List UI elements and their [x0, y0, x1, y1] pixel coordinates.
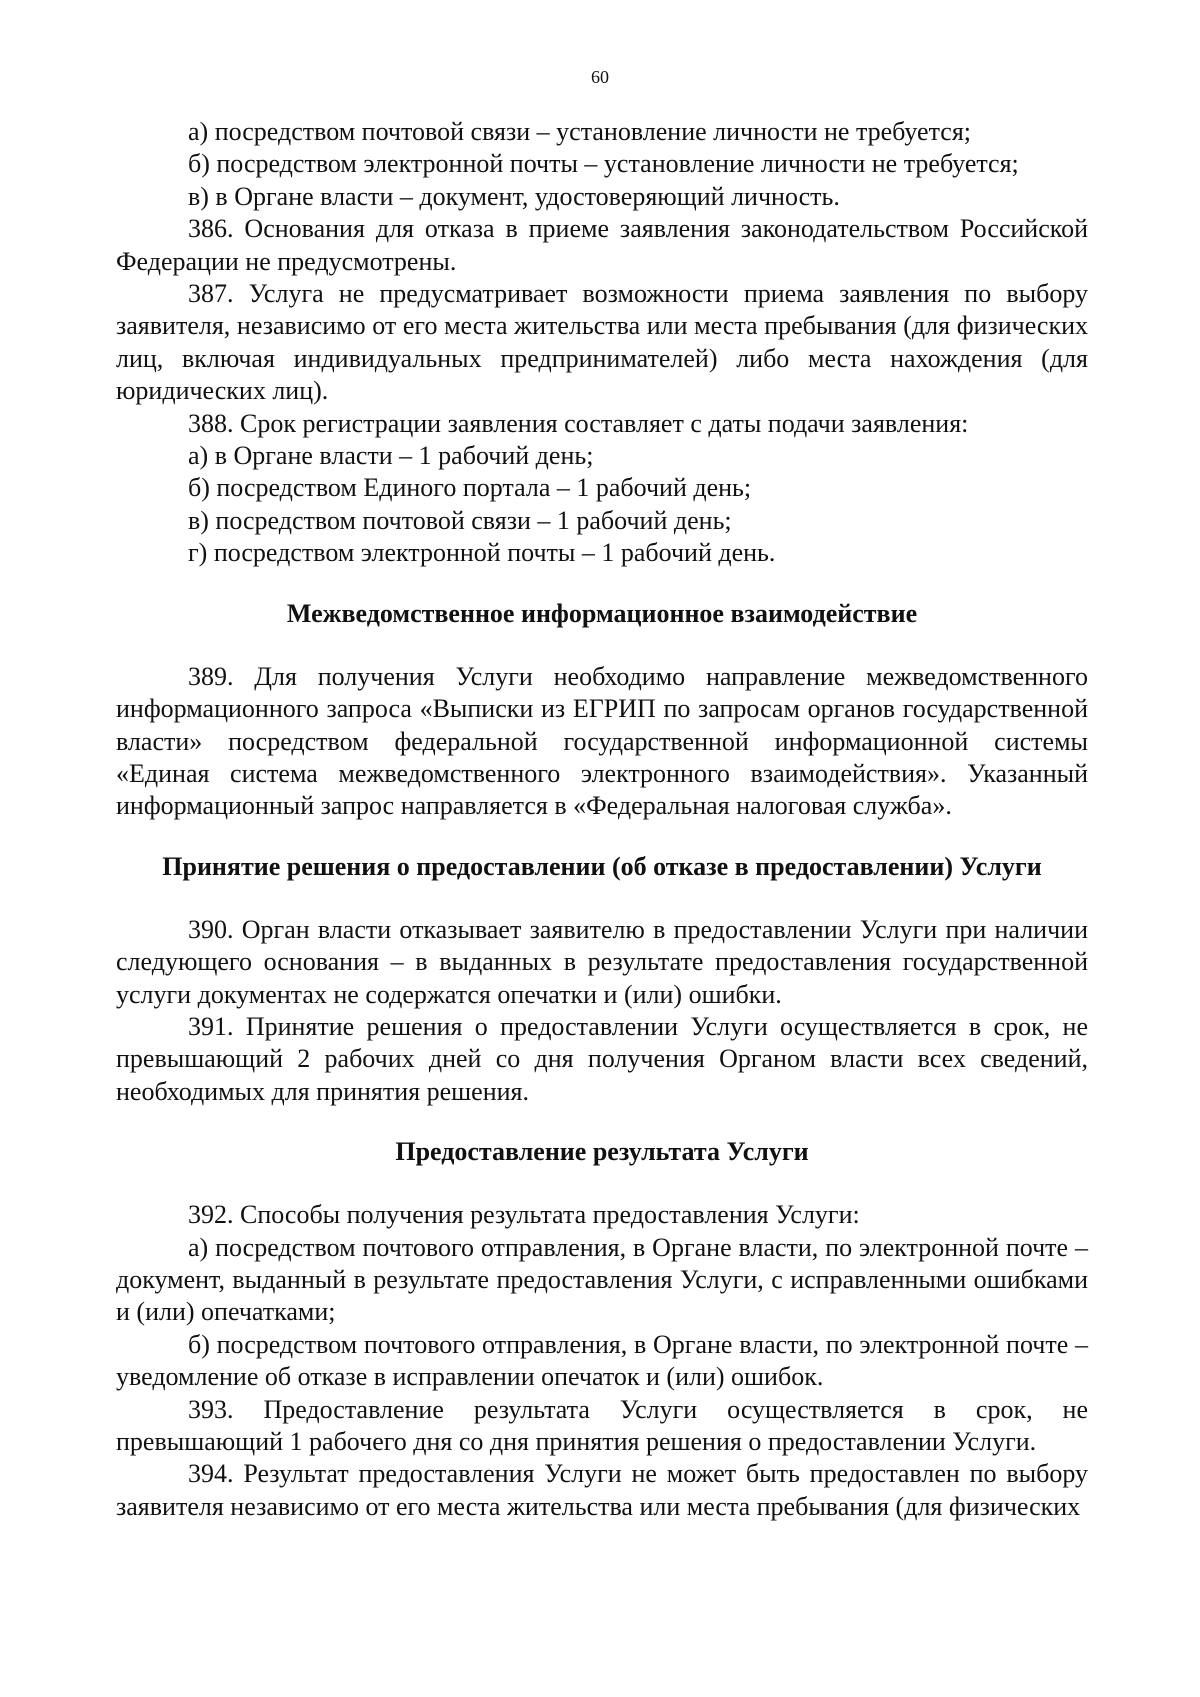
- paragraph-391: 391. Принятие решения о предоставлении Услуги осуществляется в срок, не превышающий 2 рабочих дней со дня получения Органом власти всех сведений, необходимых для принятия решения.: [116, 1011, 1088, 1106]
- page-number: 60: [591, 67, 609, 87]
- paragraph-387: 387. Услуга не предусматривает возможности приема заявления по выбору заявителя, независимо от его места жительства или места пребывания (для физических лиц, включая индивидуальных предпринимателей) либо места нахождения (для юридических лиц).: [116, 279, 1088, 406]
- paragraph-a-postal: а) посредством почтовой связи – установление личности не требуется;: [188, 117, 971, 146]
- paragraph-394: 394. Результат предоставления Услуги не может быть предоставлен по выбору заявителя независимо от его места жительства или места пребывания (для физических: [116, 1459, 1088, 1521]
- section-heading-decision: Принятие решения о предоставлении (об отказе в предоставлении) Услуги: [162, 851, 1042, 881]
- paragraph-392-b: б) посредством почтового отправления, в Органе власти, по электронной почте – уведомление об отказе в исправлении опечаток и (или) ошибок.: [116, 1329, 1088, 1392]
- paragraph-386: 386. Основания для отказа в приеме заявления законодательством Российской Федерации не предусмотрены.: [116, 214, 1088, 276]
- paragraph-388-v: в) посредством почтовой связи – 1 рабочий день;: [188, 505, 732, 535]
- paragraph-388-b: б) посредством Единого портала – 1 рабочий день;: [188, 473, 752, 503]
- paragraph-v-authority: в) в Органе власти – документ, удостоверяющий личность.: [188, 181, 840, 211]
- section-heading-result: Предоставление результата Услуги: [395, 1137, 809, 1167]
- paragraph-b-email: б) посредством электронной почты – установление личности не требуется;: [188, 149, 1019, 179]
- paragraph-390: 390. Орган власти отказывает заявителю в предоставлении Услуги при наличии следующего основания – в выданных в результате предоставления государственной услуги документах не содержатся опечатки и (или) ошибки.: [116, 914, 1088, 1009]
- paragraph-389: 389. Для получения Услуги необходимо направление межведомственного информационного запроса «Выписки из ЕГРИП по запросам органов государственной власти» посредством федеральной государственной информационной системы «Единая система межведомственного электронного взаимодействия». Указанный информационный запрос направляется в «Федеральная налоговая служба».: [116, 661, 1088, 821]
- paragraph-392: 392. Способы получения результата предоставления Услуги:: [188, 1200, 860, 1230]
- section-heading-interagency: Межведомственное информационное взаимодействие: [286, 598, 918, 628]
- paragraph-392-a: а) посредством почтового отправления, в Органе власти, по электронной почте – документ, выданный в результате предоставления Услуги, с исправленными ошибками и (или) опечатками;: [116, 1232, 1088, 1327]
- paragraph-388-g: г) посредством электронной почты – 1 рабочий день.: [188, 538, 776, 568]
- paragraph-388: 388. Срок регистрации заявления составляет с даты подачи заявления:: [188, 408, 969, 438]
- document-body: [116, 116, 1088, 1523]
- paragraph-388-a: а) в Органе власти – 1 рабочий день;: [188, 441, 594, 471]
- paragraph-393: 393. Предоставление результата Услуги осуществляется в срок, не превышающий 1 рабочего дня со дня принятия решения о предоставлении Услуги.: [116, 1394, 1088, 1456]
